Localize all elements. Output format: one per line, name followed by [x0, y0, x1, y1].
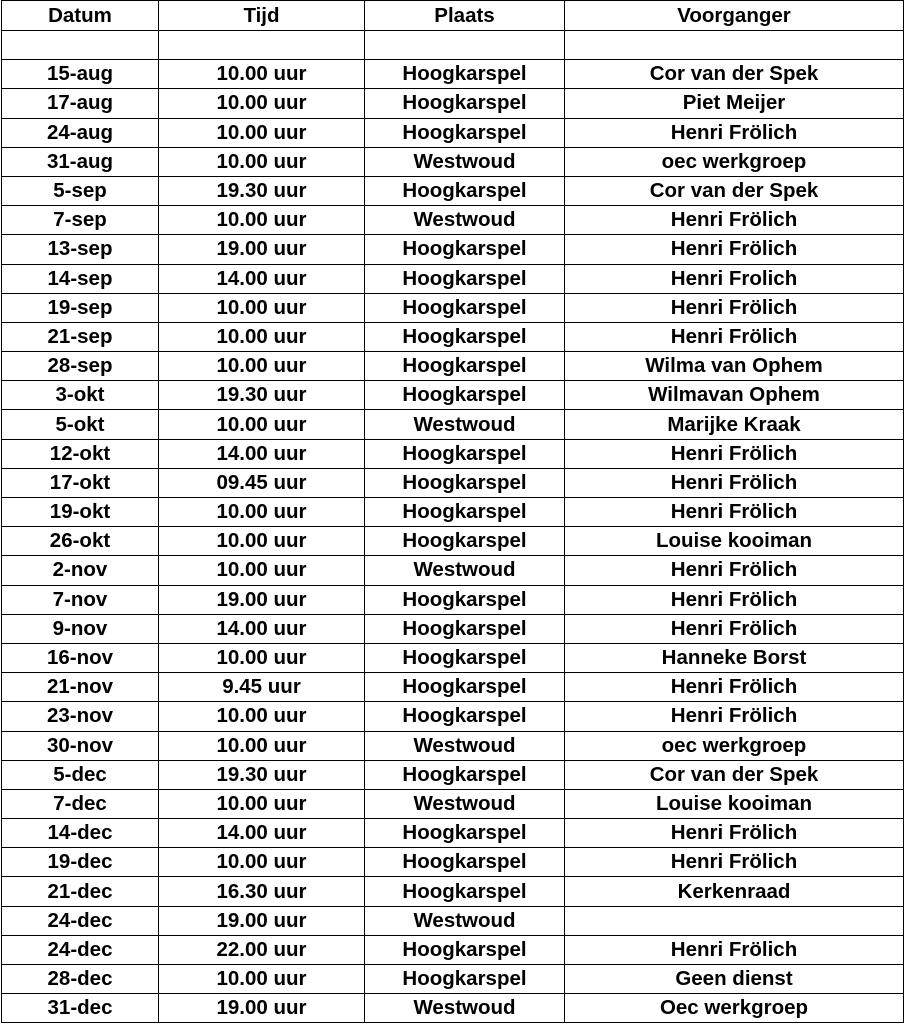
cell-datum: 24-dec	[2, 935, 159, 964]
table-row	[2, 352, 904, 381]
cell-plaats: Hoogkarspel	[365, 673, 565, 702]
cell-datum	[2, 31, 159, 60]
service-schedule-table	[1, 0, 904, 1023]
cell-voorganger: Henri Frölich	[565, 819, 904, 848]
cell-plaats: Hoogkarspel	[365, 614, 565, 643]
cell-tijd: 09.45 uur	[159, 468, 365, 497]
cell-voorganger: Oec werkgroep	[565, 994, 904, 1023]
cell-plaats: Westwoud	[365, 906, 565, 935]
cell-datum: 7-nov	[2, 585, 159, 614]
cell-voorganger: Marijke Kraak	[565, 410, 904, 439]
cell-plaats: Hoogkarspel	[365, 848, 565, 877]
table-row	[2, 906, 904, 935]
cell-plaats: Hoogkarspel	[365, 235, 565, 264]
cell-voorganger: Henri Frölich	[565, 439, 904, 468]
cell-voorganger: Henri Frölich	[565, 206, 904, 235]
cell-plaats: Westwoud	[365, 147, 565, 176]
header-row	[2, 1, 904, 31]
cell-datum: 5-dec	[2, 760, 159, 789]
table-row	[2, 264, 904, 293]
cell-datum: 23-nov	[2, 702, 159, 731]
cell-voorganger: Henri Frölich	[565, 293, 904, 322]
cell-tijd: 16.30 uur	[159, 877, 365, 906]
cell-datum: 28-sep	[2, 352, 159, 381]
cell-tijd: 10.00 uur	[159, 731, 365, 760]
table-row	[2, 322, 904, 351]
cell-plaats: Hoogkarspel	[365, 643, 565, 672]
cell-voorganger: Henri Frölich	[565, 702, 904, 731]
cell-tijd: 14.00 uur	[159, 264, 365, 293]
cell-voorganger: Wilma van Ophem	[565, 352, 904, 381]
cell-plaats: Hoogkarspel	[365, 760, 565, 789]
table-row	[2, 585, 904, 614]
table-row	[2, 877, 904, 906]
cell-tijd: 14.00 uur	[159, 819, 365, 848]
cell-plaats: Hoogkarspel	[365, 118, 565, 147]
cell-plaats: Hoogkarspel	[365, 264, 565, 293]
table-row	[2, 381, 904, 410]
cell-datum: 13-sep	[2, 235, 159, 264]
cell-voorganger: Henri Frölich	[565, 935, 904, 964]
cell-tijd: 10.00 uur	[159, 89, 365, 118]
cell-tijd: 22.00 uur	[159, 935, 365, 964]
cell-tijd: 19.00 uur	[159, 906, 365, 935]
cell-voorganger: Henri Frölich	[565, 498, 904, 527]
table-row	[2, 293, 904, 322]
table-row	[2, 176, 904, 205]
cell-plaats: Hoogkarspel	[365, 498, 565, 527]
cell-tijd: 10.00 uur	[159, 147, 365, 176]
cell-voorganger: Henri Frölich	[565, 585, 904, 614]
cell-tijd: 10.00 uur	[159, 352, 365, 381]
cell-datum: 24-aug	[2, 118, 159, 147]
cell-tijd: 10.00 uur	[159, 410, 365, 439]
cell-plaats: Westwoud	[365, 789, 565, 818]
table-row	[2, 410, 904, 439]
table-row	[2, 643, 904, 672]
cell-datum: 5-sep	[2, 176, 159, 205]
cell-plaats: Hoogkarspel	[365, 293, 565, 322]
cell-plaats: Westwoud	[365, 206, 565, 235]
cell-tijd: 10.00 uur	[159, 60, 365, 89]
cell-plaats: Hoogkarspel	[365, 819, 565, 848]
cell-tijd	[159, 31, 365, 60]
cell-tijd: 19.00 uur	[159, 585, 365, 614]
cell-voorganger: Piet Meijer	[565, 89, 904, 118]
cell-voorganger: Cor van der Spek	[565, 760, 904, 789]
cell-datum: 14-dec	[2, 819, 159, 848]
cell-tijd: 14.00 uur	[159, 439, 365, 468]
cell-tijd: 10.00 uur	[159, 965, 365, 994]
cell-plaats: Hoogkarspel	[365, 381, 565, 410]
cell-voorganger	[565, 31, 904, 60]
cell-tijd: 10.00 uur	[159, 322, 365, 351]
column-header-voorganger: Voorganger	[565, 1, 904, 31]
table-row	[2, 819, 904, 848]
table-row	[2, 498, 904, 527]
cell-datum: 12-okt	[2, 439, 159, 468]
cell-plaats: Westwoud	[365, 556, 565, 585]
cell-tijd: 10.00 uur	[159, 556, 365, 585]
table-row	[2, 731, 904, 760]
cell-tijd: 14.00 uur	[159, 614, 365, 643]
cell-datum: 16-nov	[2, 643, 159, 672]
cell-datum: 26-okt	[2, 527, 159, 556]
cell-plaats	[365, 31, 565, 60]
table-row	[2, 935, 904, 964]
cell-voorganger: Wilmavan Ophem	[565, 381, 904, 410]
cell-voorganger: Henri Frölich	[565, 118, 904, 147]
cell-tijd: 10.00 uur	[159, 789, 365, 818]
table-header	[2, 1, 904, 31]
cell-datum: 28-dec	[2, 965, 159, 994]
cell-datum: 2-nov	[2, 556, 159, 585]
cell-tijd: 10.00 uur	[159, 206, 365, 235]
cell-voorganger: Henri Frölich	[565, 322, 904, 351]
column-header-datum: Datum	[2, 1, 159, 31]
table-row	[2, 614, 904, 643]
cell-datum: 21-dec	[2, 877, 159, 906]
cell-datum: 17-okt	[2, 468, 159, 497]
cell-voorganger: Cor van der Spek	[565, 176, 904, 205]
cell-datum: 19-dec	[2, 848, 159, 877]
cell-datum: 3-okt	[2, 381, 159, 410]
cell-datum: 21-sep	[2, 322, 159, 351]
table-row	[2, 118, 904, 147]
table-row	[2, 206, 904, 235]
cell-tijd: 19.00 uur	[159, 994, 365, 1023]
cell-voorganger: oec werkgroep	[565, 147, 904, 176]
table-row	[2, 673, 904, 702]
table-row	[2, 31, 904, 60]
table-row	[2, 556, 904, 585]
table-row	[2, 439, 904, 468]
cell-datum: 9-nov	[2, 614, 159, 643]
table-row	[2, 89, 904, 118]
cell-tijd: 10.00 uur	[159, 293, 365, 322]
cell-datum: 7-dec	[2, 789, 159, 818]
cell-datum: 31-dec	[2, 994, 159, 1023]
cell-plaats: Hoogkarspel	[365, 527, 565, 556]
column-header-plaats: Plaats	[365, 1, 565, 31]
cell-datum: 21-nov	[2, 673, 159, 702]
table-row	[2, 965, 904, 994]
cell-voorganger: Henri Frölich	[565, 235, 904, 264]
cell-plaats: Hoogkarspel	[365, 965, 565, 994]
cell-plaats: Hoogkarspel	[365, 439, 565, 468]
cell-tijd: 19.30 uur	[159, 760, 365, 789]
cell-plaats: Westwoud	[365, 731, 565, 760]
table-body	[2, 31, 904, 1023]
cell-datum: 19-okt	[2, 498, 159, 527]
cell-voorganger: oec werkgroep	[565, 731, 904, 760]
cell-plaats: Westwoud	[365, 410, 565, 439]
table-row	[2, 994, 904, 1023]
cell-datum: 31-aug	[2, 147, 159, 176]
cell-datum: 15-aug	[2, 60, 159, 89]
cell-tijd: 10.00 uur	[159, 498, 365, 527]
table-row	[2, 789, 904, 818]
cell-datum: 24-dec	[2, 906, 159, 935]
cell-plaats: Hoogkarspel	[365, 322, 565, 351]
cell-voorganger: Kerkenraad	[565, 877, 904, 906]
cell-datum: 14-sep	[2, 264, 159, 293]
cell-datum: 17-aug	[2, 89, 159, 118]
cell-voorganger: Louise kooiman	[565, 527, 904, 556]
cell-tijd: 10.00 uur	[159, 643, 365, 672]
cell-voorganger: Hanneke Borst	[565, 643, 904, 672]
cell-plaats: Hoogkarspel	[365, 468, 565, 497]
cell-tijd: 19.00 uur	[159, 235, 365, 264]
cell-plaats: Hoogkarspel	[365, 352, 565, 381]
cell-tijd: 10.00 uur	[159, 848, 365, 877]
cell-datum: 7-sep	[2, 206, 159, 235]
cell-plaats: Hoogkarspel	[365, 60, 565, 89]
cell-tijd: 10.00 uur	[159, 527, 365, 556]
cell-voorganger: Cor van der Spek	[565, 60, 904, 89]
cell-datum: 19-sep	[2, 293, 159, 322]
table-row	[2, 235, 904, 264]
cell-voorganger: Henri Frölich	[565, 614, 904, 643]
cell-voorganger: Henri Frolich	[565, 264, 904, 293]
cell-datum: 30-nov	[2, 731, 159, 760]
cell-plaats: Hoogkarspel	[365, 176, 565, 205]
cell-plaats: Hoogkarspel	[365, 702, 565, 731]
cell-tijd: 10.00 uur	[159, 118, 365, 147]
table-row	[2, 468, 904, 497]
table-row	[2, 147, 904, 176]
cell-voorganger: Henri Frölich	[565, 556, 904, 585]
table-row	[2, 848, 904, 877]
cell-plaats: Hoogkarspel	[365, 89, 565, 118]
cell-tijd: 10.00 uur	[159, 702, 365, 731]
cell-plaats: Westwoud	[365, 994, 565, 1023]
cell-voorganger: Henri Frölich	[565, 673, 904, 702]
cell-voorganger: Louise kooiman	[565, 789, 904, 818]
table-row	[2, 760, 904, 789]
cell-voorganger: Geen dienst	[565, 965, 904, 994]
cell-voorganger: Henri Frölich	[565, 468, 904, 497]
cell-tijd: 19.30 uur	[159, 381, 365, 410]
cell-voorganger	[565, 906, 904, 935]
cell-plaats: Hoogkarspel	[365, 935, 565, 964]
table-row	[2, 527, 904, 556]
cell-datum: 5-okt	[2, 410, 159, 439]
table-row	[2, 702, 904, 731]
column-header-tijd: Tijd	[159, 1, 365, 31]
cell-voorganger: Henri Frölich	[565, 848, 904, 877]
cell-plaats: Hoogkarspel	[365, 877, 565, 906]
cell-tijd: 19.30 uur	[159, 176, 365, 205]
cell-plaats: Hoogkarspel	[365, 585, 565, 614]
table-row	[2, 60, 904, 89]
cell-tijd: 9.45 uur	[159, 673, 365, 702]
